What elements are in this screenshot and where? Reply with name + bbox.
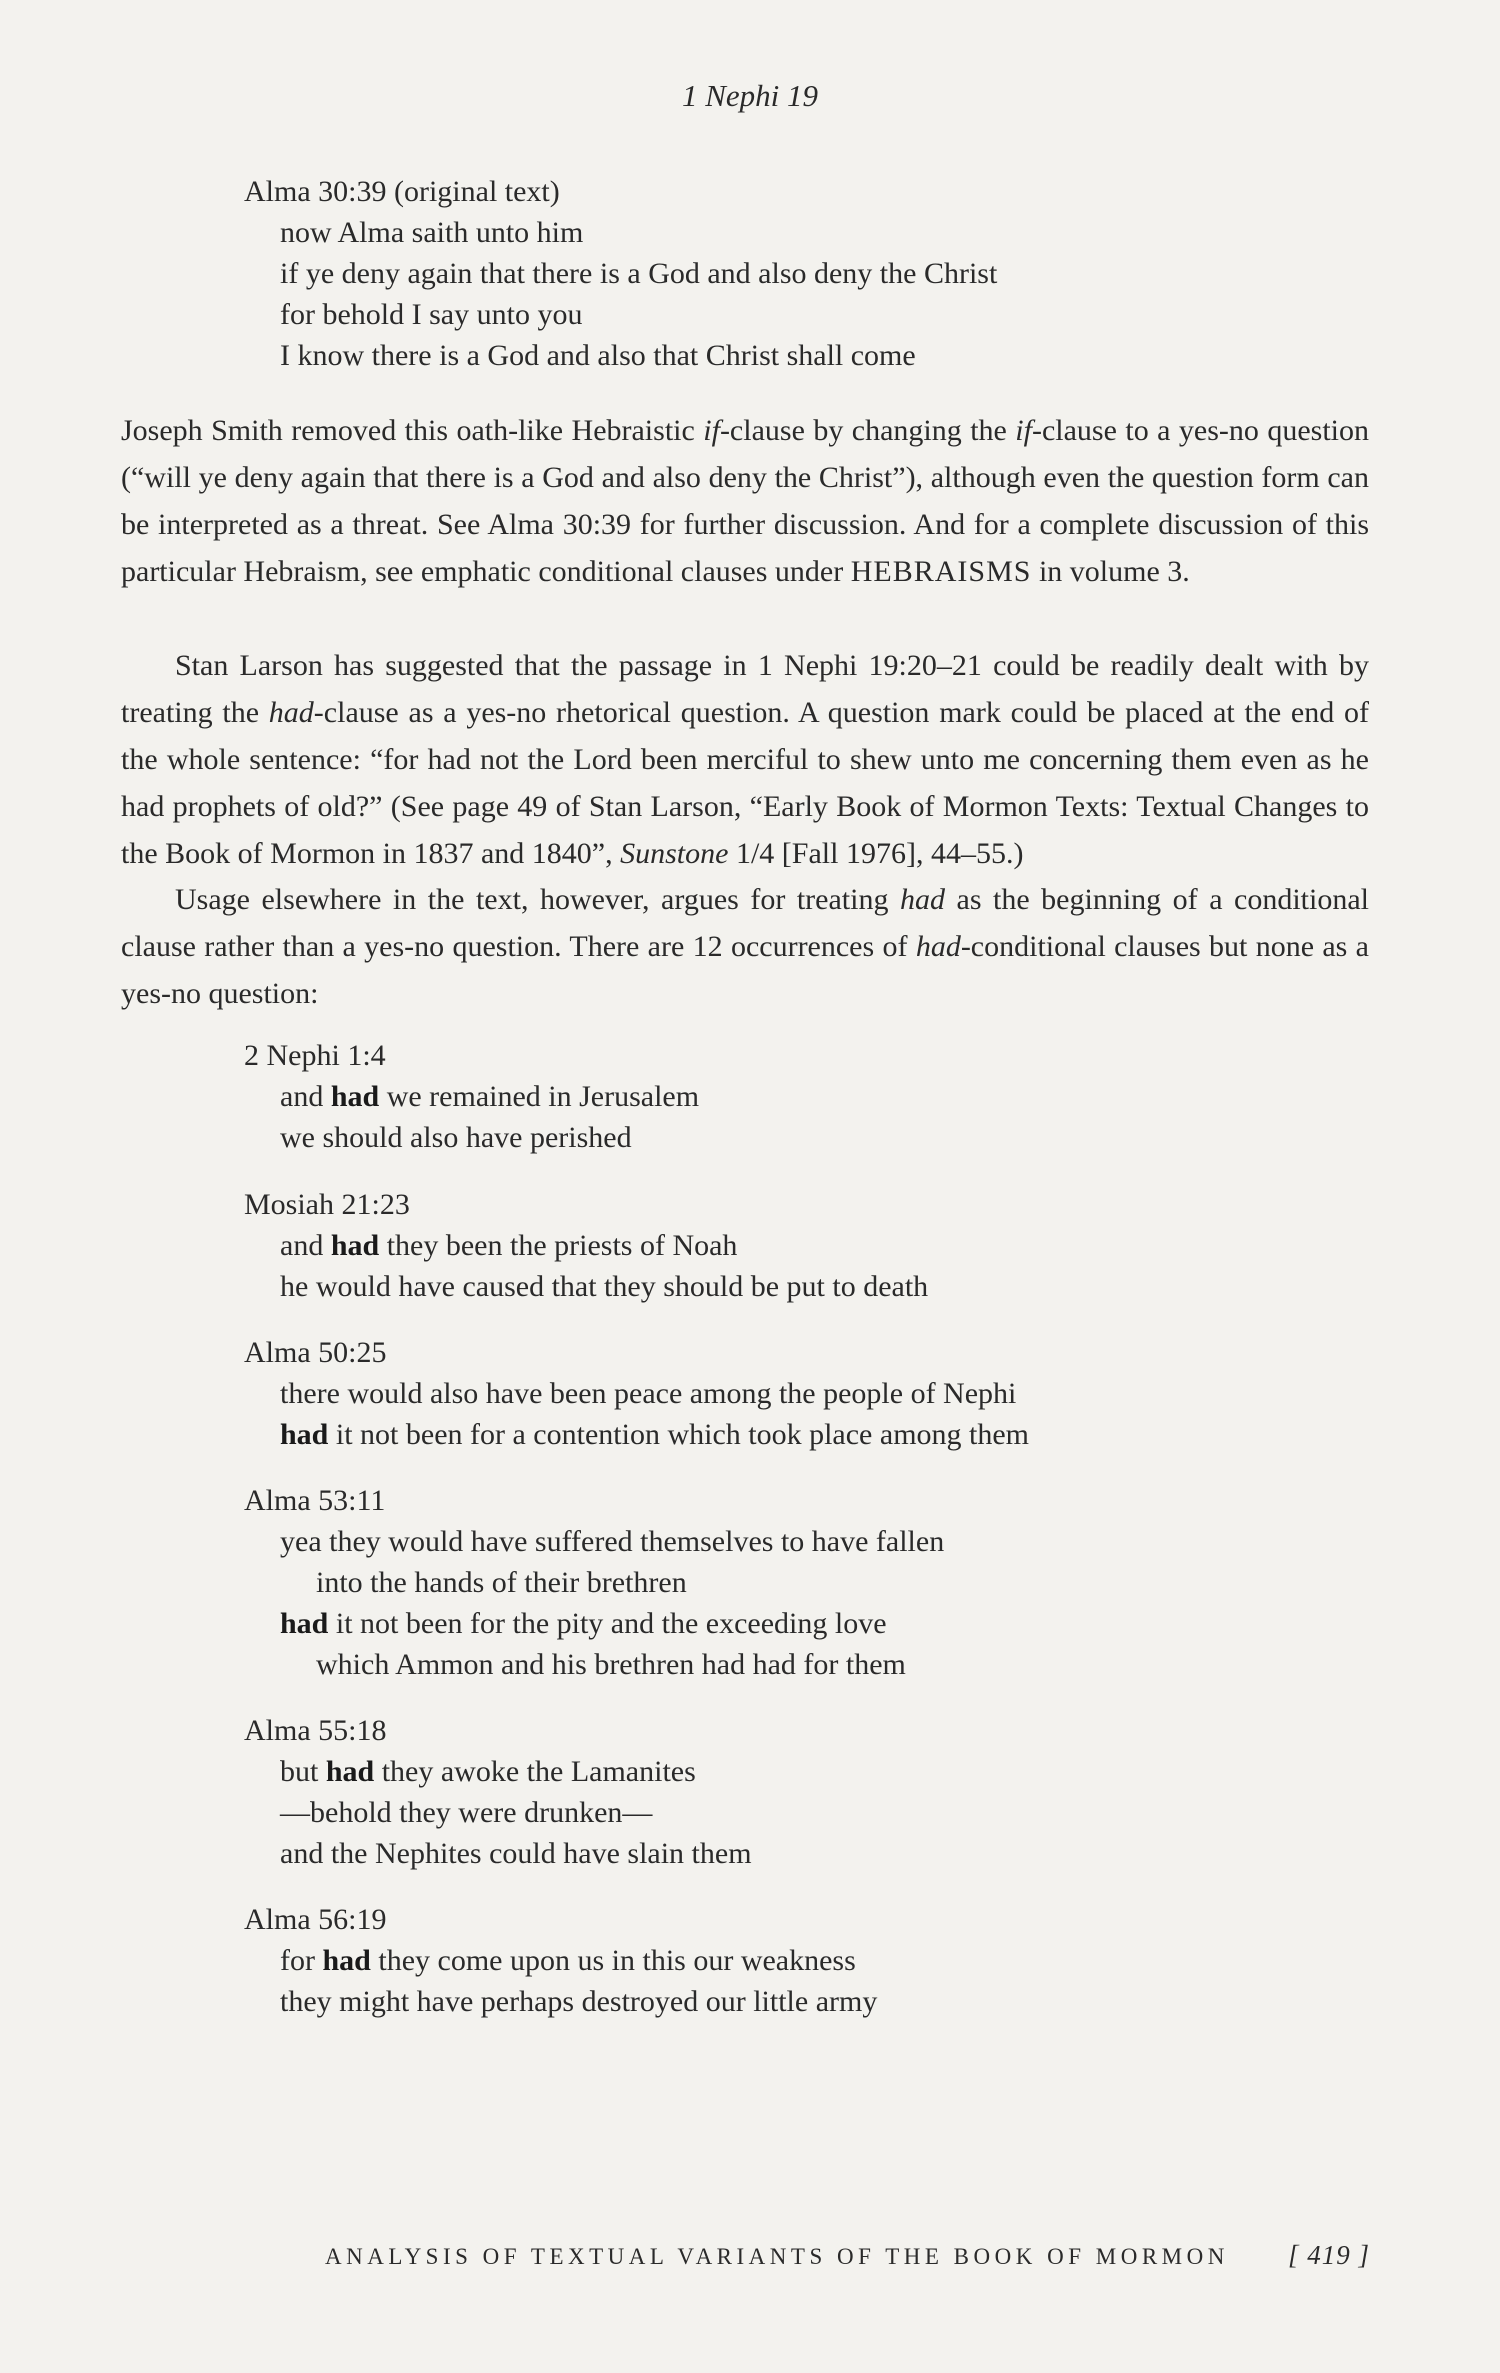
page-number: [ 419 ] bbox=[1287, 2240, 1370, 2270]
verse-line: he would have caused that they should be put to death bbox=[280, 1270, 929, 1303]
running-head: 1 Nephi 19 bbox=[681, 78, 819, 113]
paragraph-2: Stan Larson has suggested that the passage in 1 Nephi 19:20–21 could be readily dealt with by treating the had-clause as a yes-no rhetorical question. A question mark could be placed at the end of the whole sentence: “for had not the Lord been merciful to shew unto me concerning them even as he had prophets of old?” (See page 49 of Stan Larson, “Early Book of Mormon Texts: Textual Changes to the Book of Mormon in 1837 and 1840”, Sunstone 1/4 [Fall 1976], 44–55.) bbox=[121, 649, 1369, 870]
example-alma-50-25 bbox=[244, 1332, 1029, 1455]
example-alma-55-18 bbox=[244, 1710, 752, 1874]
scripture-reference: 2 Nephi 1:4 bbox=[244, 1039, 386, 1072]
footer-book-title: ANALYSIS OF TEXTUAL VARIANTS OF THE BOOK OF MORMON bbox=[325, 2244, 1229, 2269]
example-alma-56-19 bbox=[244, 1899, 877, 2022]
example-2-nephi-1-4 bbox=[244, 1035, 699, 1158]
verse-line: they might have perhaps destroyed our little army bbox=[280, 1985, 878, 2018]
example-alma-53-11 bbox=[244, 1480, 944, 1685]
scripture-reference: Alma 30:39 (original text) bbox=[244, 175, 560, 208]
verse-line: and had they been the priests of Noah bbox=[280, 1229, 738, 1262]
verse-line: now Alma saith unto him bbox=[280, 216, 584, 249]
verse-line-continuation: into the hands of their brethren bbox=[316, 1566, 687, 1599]
verse-line: —behold they were drunken— bbox=[280, 1796, 653, 1829]
scripture-reference: Alma 50:25 bbox=[244, 1336, 387, 1369]
scripture-reference: Alma 56:19 bbox=[244, 1903, 387, 1936]
verse-line: and the Nephites could have slain them bbox=[280, 1837, 752, 1870]
verse-line: had it not been for a contention which took place among them bbox=[280, 1418, 1030, 1451]
verse-line: and had we remained in Jerusalem bbox=[280, 1080, 700, 1113]
verse-line: yea they would have suffered themselves to have fallen bbox=[280, 1525, 945, 1558]
verse-line: for had they come upon us in this our weakness bbox=[280, 1944, 856, 1977]
paragraph-1: Joseph Smith removed this oath-like Hebraistic if-clause by changing the if-clause to a yes-no question (“will ye deny again that there is a God and also deny the Christ”), although even the question form can be interpreted as a threat. See Alma 30:39 for further discussion. And for a complete discussion of this particular Hebraism, see emphatic conditional clauses under HEBRAISMS in volume 3. bbox=[121, 414, 1370, 588]
verse-line: we should also have perished bbox=[280, 1121, 632, 1154]
page-footer bbox=[325, 2240, 1370, 2271]
verse-line: I know there is a God and also that Christ shall come bbox=[280, 339, 916, 372]
verse-line: for behold I say unto you bbox=[280, 298, 583, 331]
verse-line: if ye deny again that there is a God and also deny the Christ bbox=[280, 257, 998, 290]
scripture-reference: Mosiah 21:23 bbox=[244, 1188, 410, 1221]
verse-line: but had they awoke the Lamanites bbox=[280, 1755, 696, 1788]
scripture-reference: Alma 53:11 bbox=[244, 1484, 386, 1517]
verse-line: had it not been for the pity and the exceeding love bbox=[280, 1607, 887, 1640]
paragraph-3: Usage elsewhere in the text, however, argues for treating had as the beginning of a conditional clause rather than a yes-no question. There are 12 occurrences of had-conditional clauses but none as a yes-no question: bbox=[121, 883, 1369, 1010]
verse-line-continuation: which Ammon and his brethren had had for them bbox=[316, 1648, 906, 1681]
cross-reference-smallcaps: HEBRAISMS bbox=[850, 555, 1032, 588]
example-mosiah-21-23 bbox=[244, 1184, 928, 1307]
verse-line: there would also have been peace among the people of Nephi bbox=[280, 1377, 1017, 1410]
scripture-reference: Alma 55:18 bbox=[244, 1714, 387, 1747]
example-alma-30-39 bbox=[244, 171, 997, 376]
